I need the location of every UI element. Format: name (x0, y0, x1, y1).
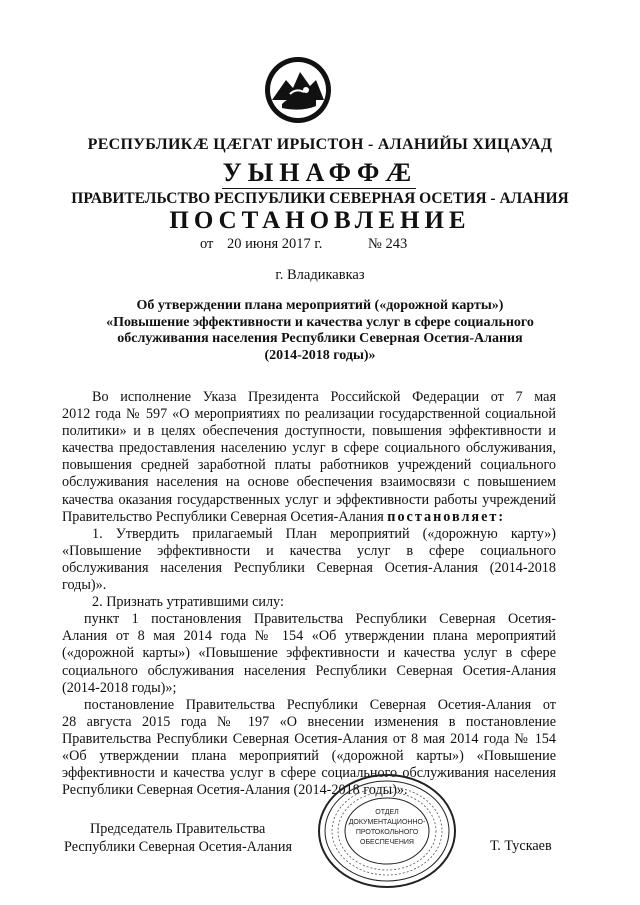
body-line: 1. Утвердить прилагаемый План мероприятий («дорожную карту») (92, 525, 556, 542)
document-type-heading: ПОСТАНОВЛЕНИЕ (169, 207, 471, 234)
date-prefix: от (200, 236, 214, 252)
body-line: социального обслуживания населения Республики Северная Осетия-Алания (62, 662, 556, 679)
title-line: обслуживания населения Республики Северная Осетия-Алания (117, 331, 523, 347)
date-number-line (200, 236, 407, 253)
body-line: 2. Признать утратившими силу: (92, 594, 284, 611)
decree-date: 20 июня 2017 г. (227, 236, 323, 252)
body-line: обслуживания населения на основе обеспечения взаимосвязи с повышением (62, 474, 556, 491)
signatory-name: Т. Тускаев (490, 838, 552, 854)
heading-divider (222, 188, 416, 189)
body-line: 2012 года № 597 «О мероприятиях по реализации государственной социальной (62, 406, 556, 423)
decree-number: № 243 (368, 236, 408, 252)
body-line: качества оказания государственных услуг и эффективности работы учреждений (62, 491, 556, 508)
russian-government-heading: ПРАВИТЕЛЬСТВО РЕСПУБЛИКИ СЕВЕРНАЯ ОСЕТИЯ - АЛАНИЯ (71, 190, 569, 207)
body-line: пункт 1 постановления Правительства Республики Северная Осетия- (84, 611, 556, 628)
body-line: (2014-2018 годы)»; (62, 679, 177, 696)
body-line: политики» и в целях обеспечения доступности, повышения эффективности и (62, 423, 556, 440)
seal-text-line: ДОКУМЕНТАЦИОННО- (348, 819, 426, 826)
decree-title (0, 298, 640, 364)
body-line: «Повышение эффективности и качества услуг в сфере социального (62, 542, 556, 559)
signatory-position (64, 820, 292, 856)
body-line: 28 августа 2015 года № 197 «О внесении изменения в постановление (62, 713, 556, 730)
coat-of-arms-emblem (262, 54, 334, 126)
department-seal (316, 772, 458, 890)
body-line: Алания от 8 мая 2014 года № 154 «Об утверждении плана мероприятий (62, 628, 556, 645)
city-line: г. Владикавказ (275, 267, 365, 283)
body-line: эффективности и качества услуг в сфере социального обслуживания населения (62, 765, 556, 782)
decree-verb: постановляет: (387, 508, 506, 525)
title-line: «Повышение эффективности и качества услуг в сфере социального (106, 314, 534, 330)
ossetian-government-heading: УЫНАФФÆ (222, 158, 418, 187)
title-line: (2014-2018 годы)» (264, 347, 376, 363)
body-line (62, 509, 556, 526)
body-line: «Об утверждении плана мероприятий («дорожной карты») «Повышение (62, 747, 556, 764)
position-line: Республики Северная Осетия-Алания (64, 839, 293, 855)
seal-text-line: ОТДЕЛ (375, 809, 399, 816)
decree-body (62, 389, 556, 799)
title-line: Об утверждении плана мероприятий («дорожной карты») (136, 298, 504, 313)
body-line: годы)». (62, 577, 107, 594)
body-line: Республики Северная Осетия-Алания (2014-2018 годы)». (62, 782, 408, 799)
body-line: обслуживания населения Республики Северная Осетия-Алания (2014-2018 (62, 559, 556, 576)
position-line: Председатель Правительства (90, 821, 266, 837)
seal-text-line: ПРОТОКОЛЬНОГО (355, 829, 419, 836)
body-line: Во исполнение Указа Президента Российской Федерации от 7 мая (92, 389, 556, 405)
ossetian-republic-heading: РЕСПУБЛИКÆ ЦÆГАТ ИРЫСТОН - АЛАНИЙЫ ХИЦАУАД (87, 136, 553, 153)
body-line: («дорожной карты») «Повышение эффективности и качества услуг в сфере (62, 645, 556, 662)
seal-text-line: ОБЕСПЕЧЕНИЯ (360, 839, 414, 846)
body-line: повышения средней заработной платы работников учреждений социального (62, 457, 556, 474)
body-line: Правительства Республики Северная Осетия-Алания от 8 мая 2014 года № 154 (62, 730, 556, 747)
body-line: качества предоставления населению услуг в сфере социального обслуживания, (62, 440, 556, 457)
body-line: постановление Правительства Республики Северная Осетия-Алания от (84, 696, 556, 713)
body-line-text: Правительство Республики Северная Осетия-Алания (62, 508, 384, 525)
